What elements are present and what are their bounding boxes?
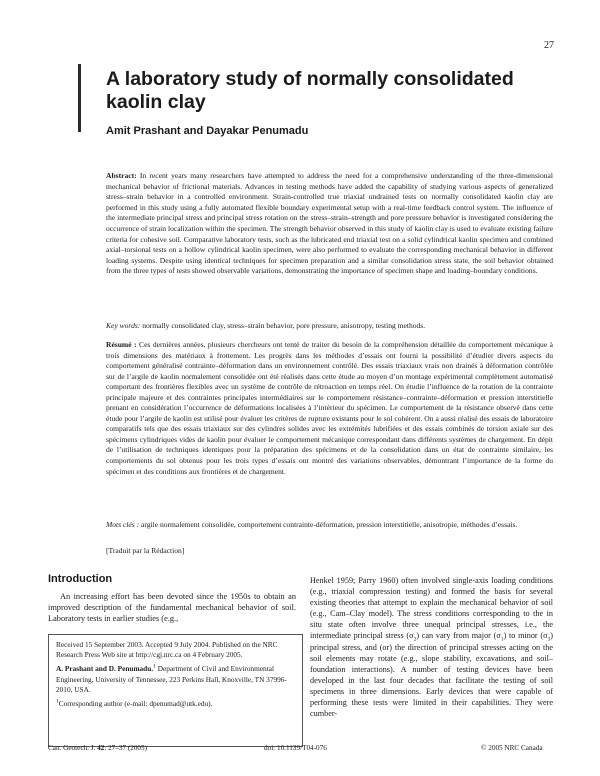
keywords-label: Key words: (106, 321, 141, 330)
abstract (106, 171, 553, 277)
column-two-text (310, 575, 553, 719)
footer-doi: doi: 10.1139/T04-076 (264, 744, 327, 752)
abstract-text: In recent years many researchers have attempted to address the need for a comprehensive understanding of the three-dimensional mechanical behavior of frictional materials. Advances in testing methods have added the capability of studying various aspects of generalized stress–strain behavior in a controlled environment. Strain-controlled true triaxial undrained tests on normally consolidated kaolin clay are performed in this study using a fully automated flexible boundary experimental setup with a real-time feedback control system. The influence of the intermediate principal stress and principal stress rotation on the stress–strain–strength and pore pressure behavior is investigated considering the occurrence of strain localization within the specimen. The strength behavior observed in this study of kaolin clay is used to evaluate existing failure criteria for cohesive soil. Comparative laboratory tests, such as the lubricated end triaxial test on a solid cylindrical kaolin specimen and combined axial–torsional tests on a hollow cylindrical kaolin specimen, were also performed to evaluate the corresponding mechanical behavior in different loading systems. Despite using identical techniques for specimen preparation and a similar consolidation stress state, the soil behavior obtained from the three types of tests showed observable variations, demonstrating the importance of specimen shape and loading–boundary conditions. (106, 171, 553, 276)
corresponding-sup: 1 (56, 698, 59, 705)
title-rule (78, 64, 81, 132)
corresponding-note (56, 699, 297, 709)
resume (106, 340, 553, 477)
resume-text: Ces dernières années, plusieurs chercheurs ont tenté de traiter du besoin de la compréhension détaillée du comportement mécanique à trois dimensions des matériaux à frottement. Les progrès dans les méthodes d’essais ont fourni la possibilité d’étudier divers aspects du comportement généralisé contrainte–déformation dans un environnement contrôlé. Des essais triaxiaux vrais non drainés à déformation contrôlée sur de l’argile de kaolin normalement consolidée ont été réalisés dans cette étude au moyen d’un montage expérimental complètement automatisé comportant des frontières flexibles avec un système de contrôle de rétroaction en temps réel. On étudie l’influence de la rotation de la contrainte principale majeure et des contraintes principales intermédiaires sur le comportement résistance–contrainte–déformation et pression interstitielle prenant en considération l’occurrence de déformations localisées à l’intérieur du spécimen. Le comportement de la résistance observé dans cette étude pour l’argile de kaolin est utilisé pour évaluer les critères de rupture existants pour le sol cohérent. On a aussi réalisé des essais de laboratoire comparatifs tels que des essais triaxiaux sur des cylindres solides avec les extrémités lubrifiées et des essais combinés de torsion axiale sur des spécimens cylindriques vides de kaolin pour évaluer le comportement mécanique correspondant dans différents systèmes de chargement. En dépit de l’utilisation de techniques identiques pour la préparation des spécimens et de la consolidation dans un état de contrainte similaire, les comportements du sol obtenus pour les trois types d’essais ont montré des variations observables, démontrant l’importance de la forme du spécimen et des conditions aux frontières et de chargement. (106, 340, 553, 476)
journal-name: Can. Geotech. J. (48, 744, 96, 752)
journal-pages: : 27–37 (2005) (104, 744, 148, 752)
author-list: Amit Prashant and Dayakar Penumadu (106, 125, 309, 137)
abstract-label: Abstract: (106, 171, 137, 180)
keywords-text: normally consolidated clay, stress–strain behavior, pore pressure, anisotropy, testing methods. (142, 321, 426, 330)
introduction-text: An increasing effort has been devoted since the 1950s to obtain an improved description of the fundamental mechanical behavior of soil. Laboratory tests in earlier studies (e.g., (48, 592, 296, 624)
footnote-box (48, 634, 303, 747)
col2-sub-3: 3 (547, 637, 551, 644)
mots-cles-text: argile normalement consolidée, comportement contrainte-déformation, pression interstitielle, anisotropie, méthodes d’essais. (141, 520, 518, 529)
introduction-heading: Introduction (48, 573, 113, 585)
col2-sub-1: 1 (500, 637, 504, 644)
col2-text-d: ) principal stress, and (or) the direction of principal stresses acting on the soil elements may rotate (e.g., slope stability, excavations, and soil–foundation interactions). A number of testing devices have been developed in the last four decades that facilitate the testing of soil specimens in three dimensions. Early devices that were capable of performing these tests were limited in their capabilities. They were cumber- (310, 631, 554, 719)
col2-text-a: Henkel 1959; Parry 1960) often involved single-axis loading conditions (e.g., triaxial compression testing) and formed the basis for several existing theories that attempt to explain the mechanical behavior of soil (e.g., Cam–Clay model). The stress conditions corresponding to the in situ state often involve three unequal principal stresses, i.e., the intermediate principal stress (σ (310, 576, 553, 641)
affiliation-names: A. Prashant and D. Penumadu. (56, 664, 154, 674)
affiliation-sup: 1 (153, 663, 156, 670)
keywords (106, 321, 553, 332)
affiliation-note (56, 664, 297, 695)
translation-note: [Traduit par la Rédaction] (106, 546, 185, 555)
col2-text-b: ) can vary from major (σ (416, 631, 501, 641)
col2-text-c: ) to minor (σ (503, 631, 548, 641)
resume-label: Résumé : (106, 340, 137, 349)
affiliation-text: Department of Civil and Environmental Engineering, University of Tennessee, 223 Perkins Hall, Knoxville, TN 37996-2010, USA. (56, 664, 287, 694)
mots-cles (106, 520, 553, 531)
journal-volume: 42 (97, 744, 105, 752)
footer-copyright: © 2005 NRC Canada (481, 744, 543, 752)
mots-cles-label: Mots clés : (106, 520, 140, 529)
received-note: Received 15 September 2003. Accepted 9 July 2004. Published on the NRC Research Press Web site at http://cgj.nrc.ca on 4 February 2005. (56, 640, 278, 660)
page-number: 27 (544, 40, 554, 51)
footer-citation (48, 744, 147, 752)
paper-title: A laboratory study of normally consolidated kaolin clay (106, 68, 514, 113)
corresponding-text: Corresponding author (e-mail: dpenumad@utk.edu). (58, 699, 213, 709)
col2-sub-2: 2 (413, 637, 417, 644)
